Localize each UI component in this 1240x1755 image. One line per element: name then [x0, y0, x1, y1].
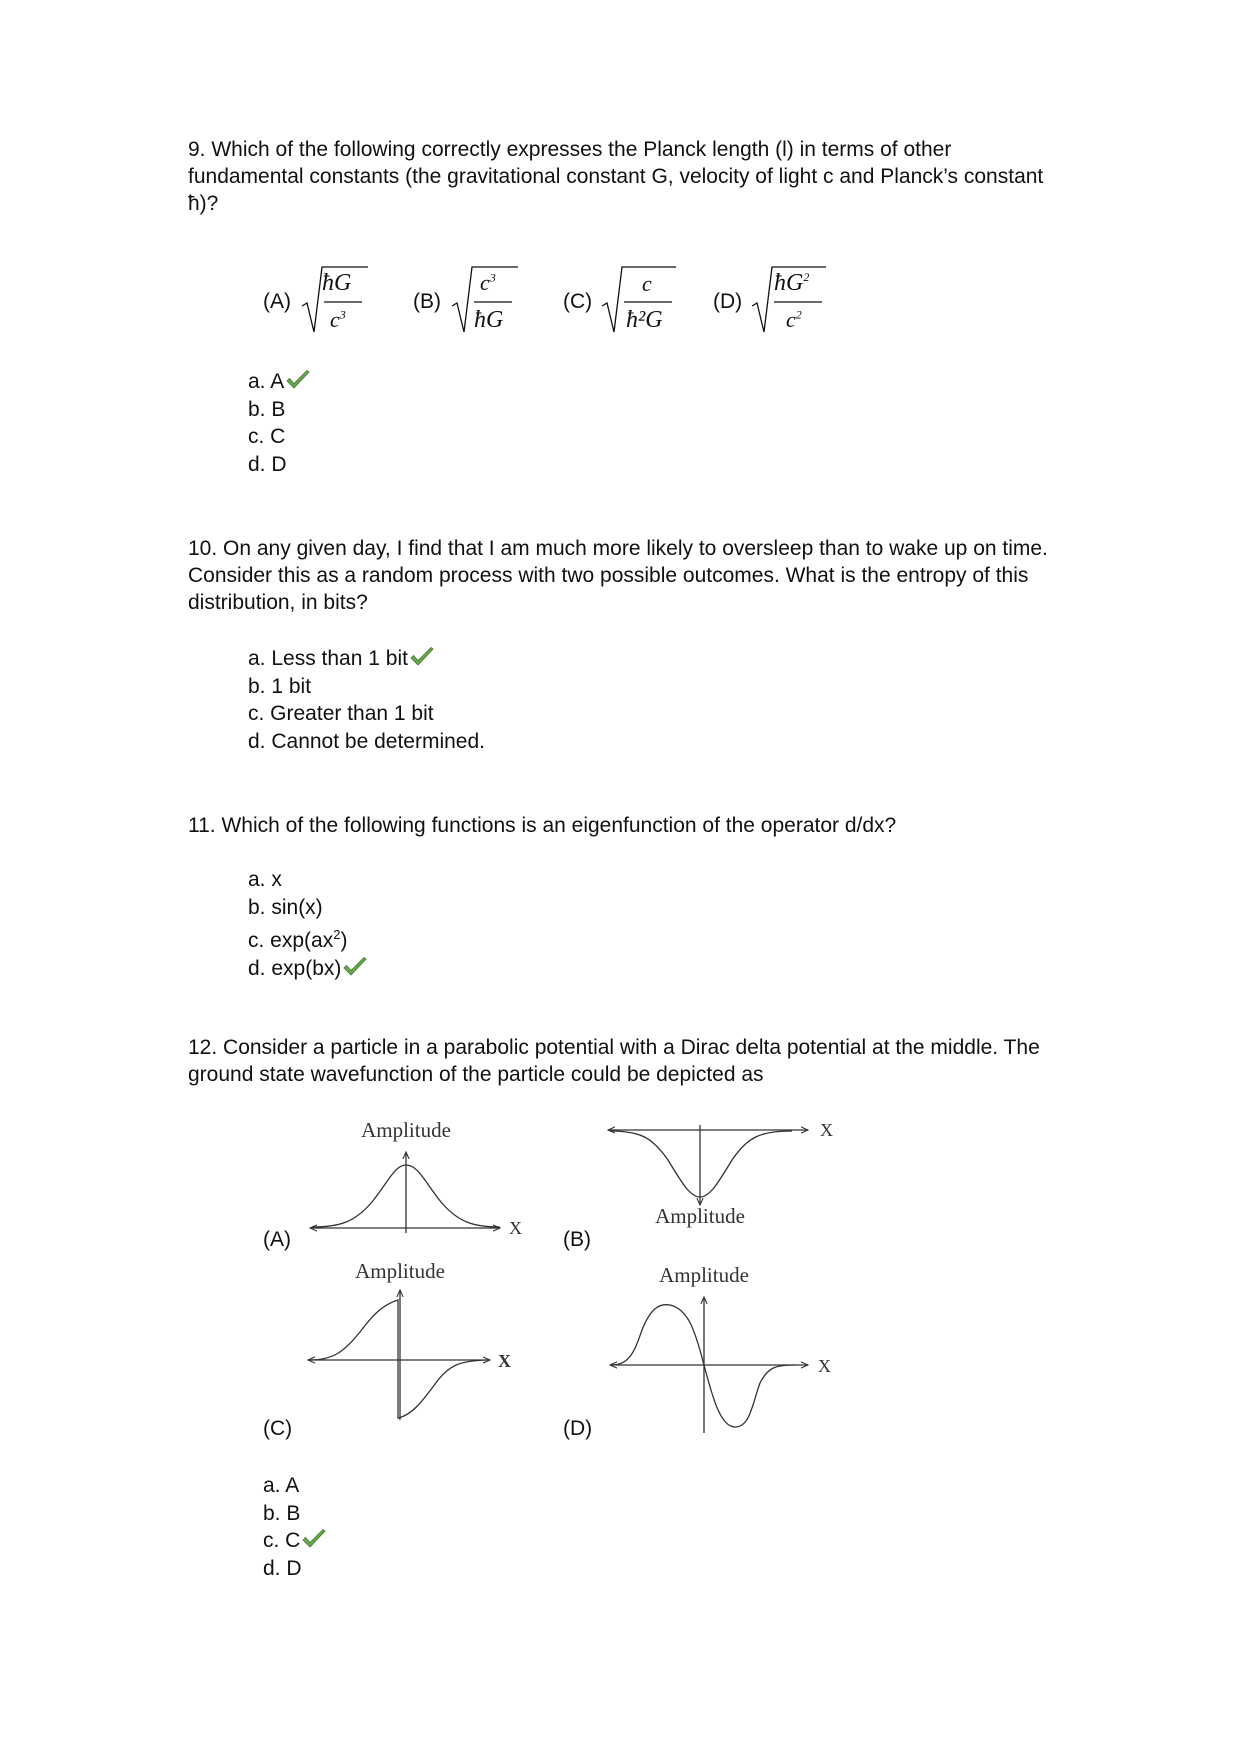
option-item[interactable]: d. D	[248, 452, 287, 476]
plot-c-curve	[310, 1300, 486, 1418]
option-item[interactable]: c. C	[248, 425, 286, 448]
formula-b-numerator: $c^3$	[480, 270, 496, 295]
question-12-text: 12. Consider a particle in a parabolic potential with a Dirac delta potential at the middle. The ground state wavefunction of the particle could be depicted as	[188, 1036, 1040, 1086]
option-item[interactable]: c. $\exp(ax^2)$	[248, 927, 348, 952]
formula-c-label: (C)	[563, 290, 593, 313]
formula-d-numerator: $ħG^2$	[774, 270, 810, 296]
question-10-options	[248, 645, 485, 755]
formula-a-numerator: ħG	[322, 270, 352, 296]
checkmark-icon	[409, 646, 435, 668]
plot-a	[300, 1110, 540, 1250]
plot-c-ylabel: Amplitude	[355, 1259, 445, 1283]
option-item[interactable]: d. Cannot be determined.	[248, 729, 485, 753]
question-12-options	[263, 1472, 327, 1582]
plot-d-ylabel: Amplitude	[659, 1263, 749, 1287]
formula-a-label: (A)	[263, 290, 291, 313]
question-10-text: 10. On any given day, I find that I am much more likely to oversleep than to wake up on time. Consider this as a random process with two possible outcomes. What is the entropy of this distribution, in bits?	[188, 537, 1048, 614]
formula-c-numerator: c	[642, 271, 652, 296]
formula-a-denominator: $c^3$	[330, 307, 346, 332]
checkmark-icon	[301, 1528, 327, 1550]
question-11-text: 11. Which of the following functions is an eigenfunction of the operator d/dx?	[188, 814, 897, 837]
option-item[interactable]: a. Less than 1 bit	[248, 645, 485, 673]
figure-label-b: (B)	[563, 1228, 591, 1251]
plot-d-xlabel: X	[818, 1356, 831, 1376]
question-11-options	[248, 866, 368, 982]
question-9-text: 9. Which of the following correctly expresses the Planck length (l) in terms of other fundamental constants (the gravitational constant G, velocity of light c and Planck’s constant ħ)?	[188, 138, 1044, 215]
option-item[interactable]: c. C	[263, 1527, 327, 1555]
option-item[interactable]: b. 1 bit	[248, 674, 312, 698]
plot-c-xlabel: X	[498, 1351, 511, 1371]
formula-c-denominator: ħ²G	[626, 307, 663, 333]
plot-c	[300, 1250, 540, 1430]
plot-d	[600, 1255, 840, 1440]
formula-d-denominator: $c^2$	[786, 307, 802, 332]
option-item[interactable]: b. B	[263, 1501, 301, 1525]
formula-b-label: (B)	[413, 290, 441, 313]
figure-label-d: (D)	[563, 1417, 593, 1440]
option-item[interactable]: b. B	[248, 397, 286, 421]
option-item[interactable]: a. A	[263, 1474, 300, 1497]
figure-label-a: (A)	[263, 1228, 291, 1251]
checkmark-icon	[342, 956, 368, 978]
question-9-options	[248, 368, 311, 478]
option-item[interactable]: b. sin(x)	[248, 895, 323, 919]
plot-b-ylabel: Amplitude	[655, 1204, 745, 1228]
option-item[interactable]: a. A	[248, 368, 311, 396]
figure-label-c: (C)	[263, 1417, 293, 1440]
plot-a-xlabel: X	[509, 1218, 522, 1238]
option-item[interactable]: c. Greater than 1 bit	[248, 702, 434, 725]
option-item[interactable]: d. D	[263, 1556, 302, 1580]
formula-d-label: (D)	[713, 290, 743, 313]
option-item[interactable]: a. x	[248, 868, 282, 891]
formula-b-denominator: ħG	[474, 307, 504, 333]
plot-a-ylabel: Amplitude	[361, 1118, 451, 1142]
option-item[interactable]: d. exp(bx)	[248, 955, 368, 983]
checkmark-icon	[285, 369, 311, 391]
plot-b-xlabel: X	[820, 1120, 833, 1140]
plot-b	[600, 1105, 840, 1245]
plot-b-curve	[610, 1131, 792, 1197]
